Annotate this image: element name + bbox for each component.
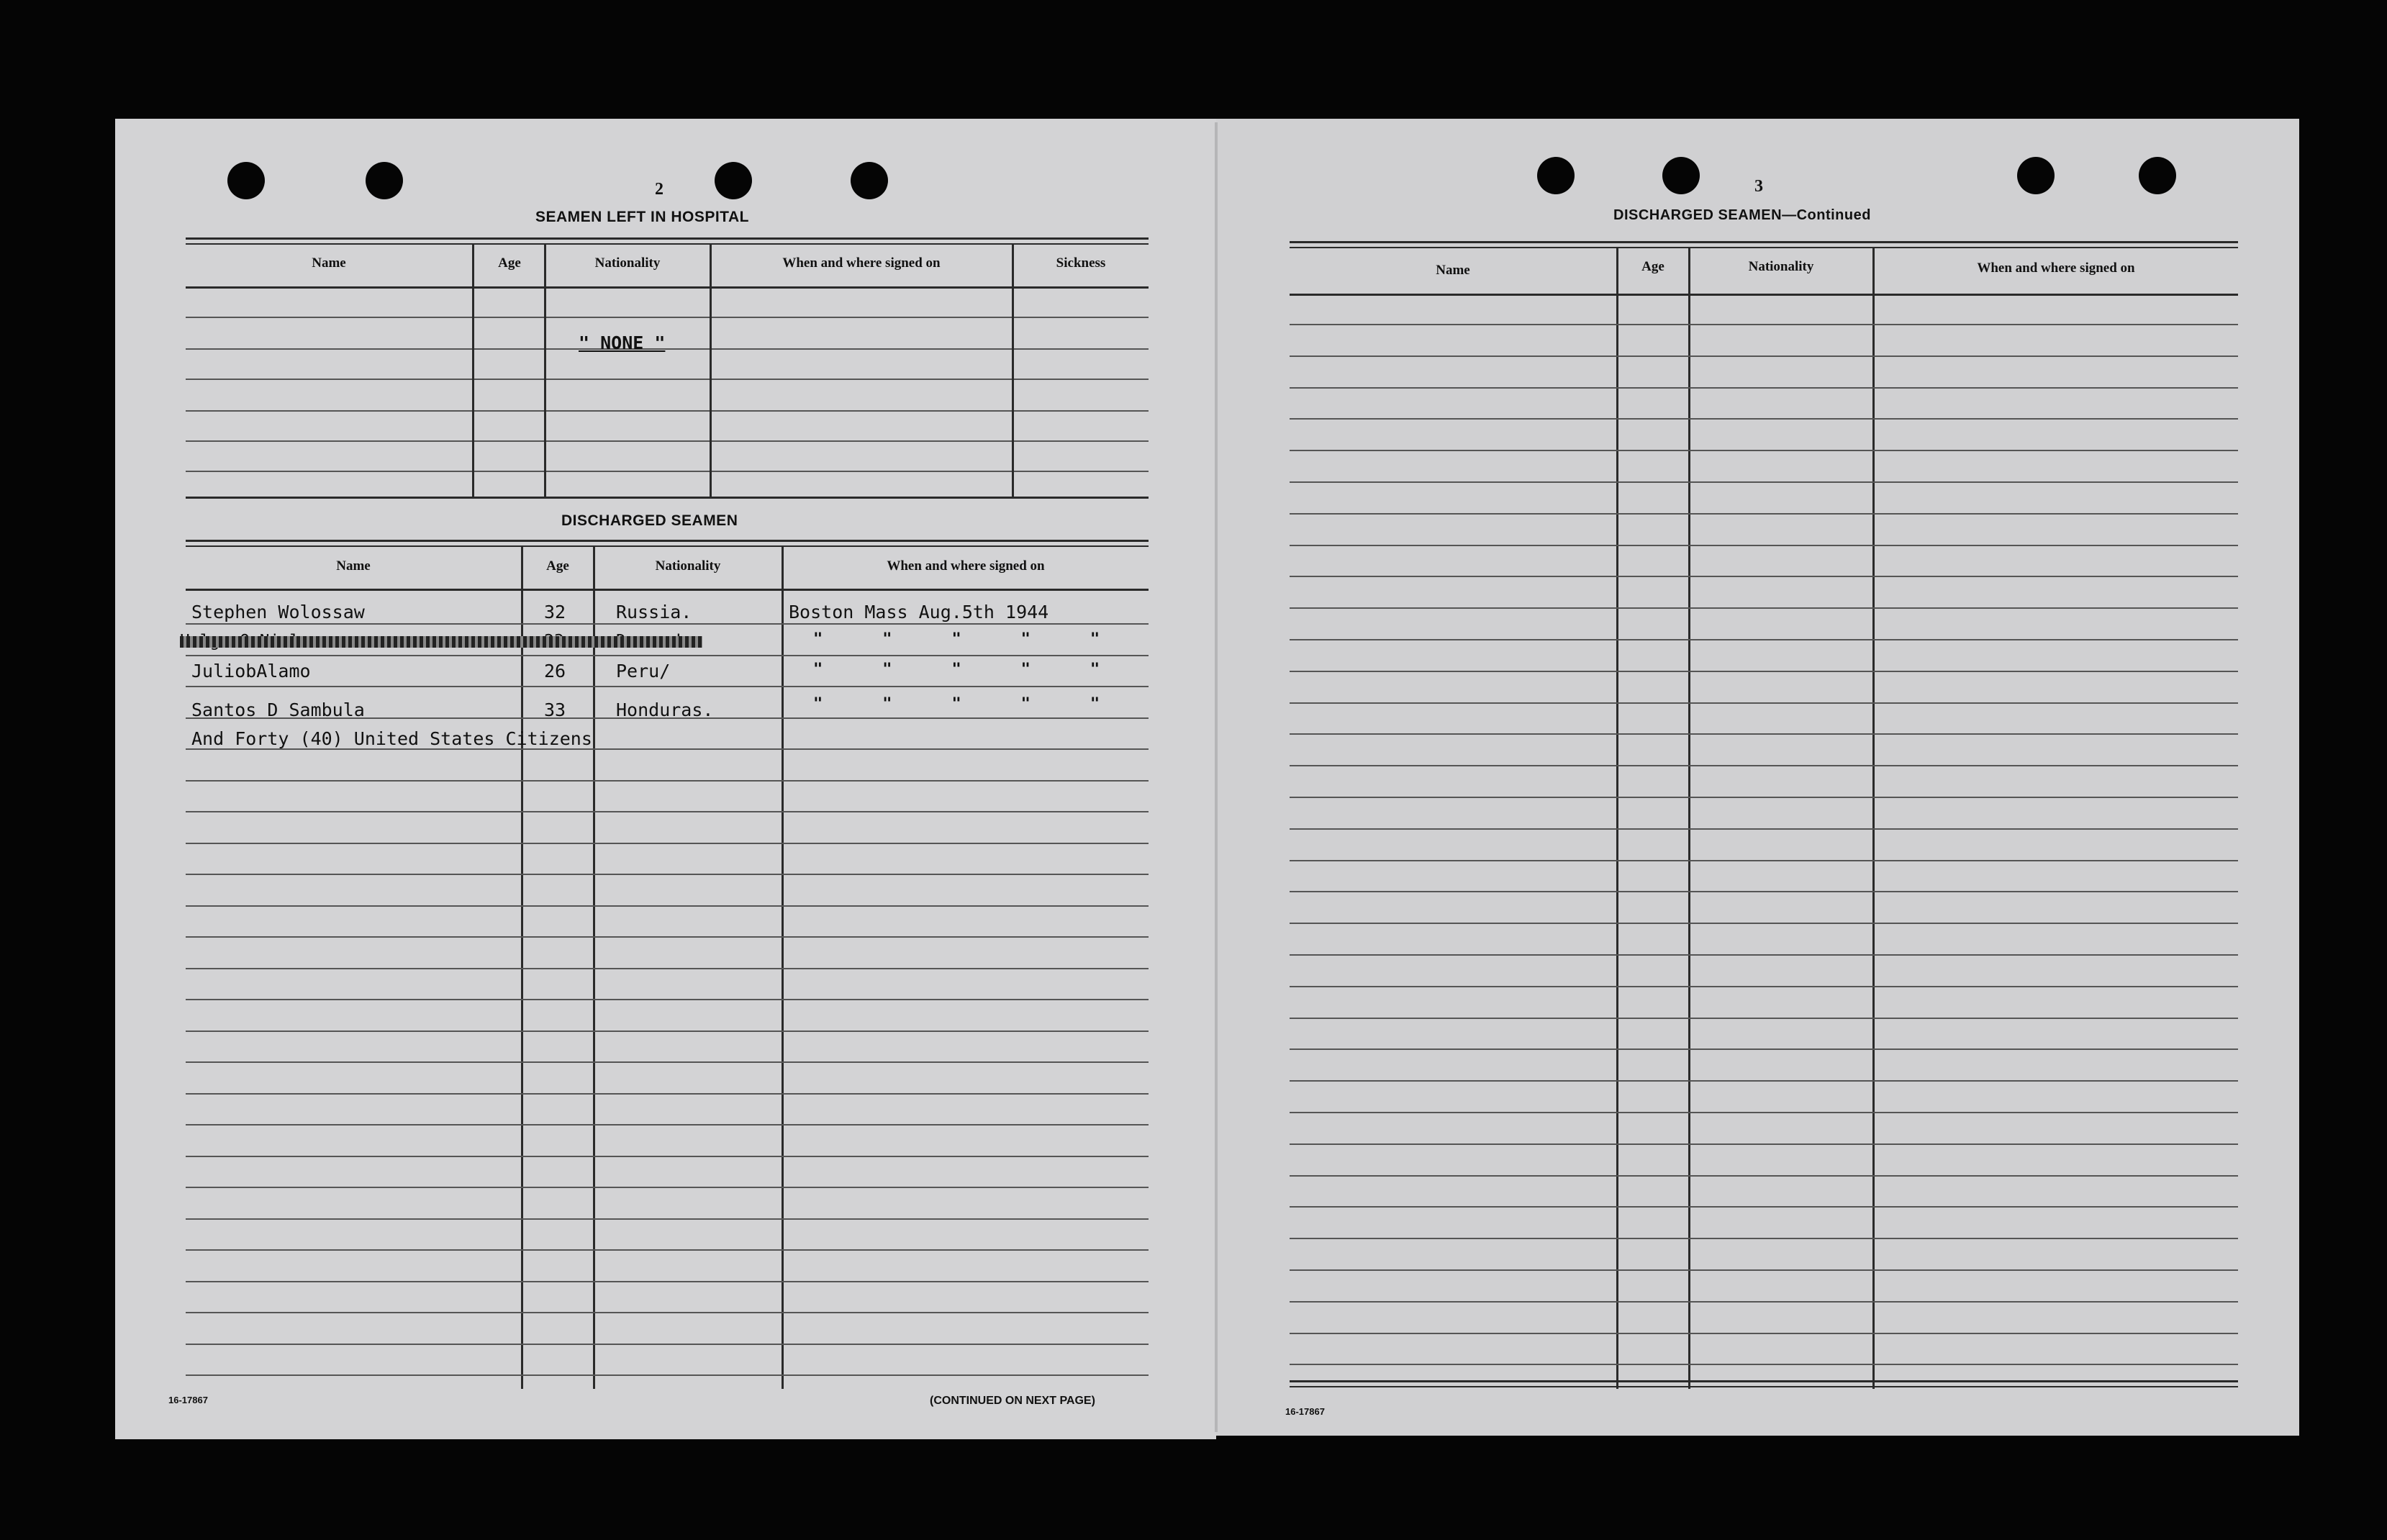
row-nationality: Peru/: [616, 661, 671, 681]
table-rule: [186, 1312, 1149, 1313]
table-rule: [1290, 1175, 2238, 1177]
hospital-section-title: SEAMEN LEFT IN HOSPITAL: [535, 209, 749, 225]
right-top-rule: [1290, 247, 2238, 248]
table-rule: [1290, 954, 2238, 956]
discharged-col-nationality: Nationality: [655, 558, 721, 574]
punch-hole: [715, 162, 752, 199]
hospital-header-rule: [186, 286, 1149, 289]
table-rule: [1290, 1018, 2238, 1019]
table-rule: [186, 843, 1149, 844]
punch-hole: [2017, 157, 2055, 194]
right-bottom-rule: [1290, 1386, 2238, 1387]
table-rule: [1290, 671, 2238, 672]
table-rule: [1290, 702, 2238, 704]
table-rule: [1290, 1333, 2238, 1334]
discharged-continued-title: DISCHARGED SEAMEN—Continued: [1613, 207, 1871, 223]
table-rule: [186, 999, 1149, 1000]
hospital-top-rule: [186, 243, 1149, 245]
right-col-name: Name: [1436, 263, 1470, 278]
row-name: Santos D Sambula: [191, 699, 365, 720]
table-rule: [1290, 639, 2238, 640]
table-rule: [186, 905, 1149, 907]
table-rule: [1290, 324, 2238, 325]
table-rule: [1290, 576, 2238, 577]
form-number: 16-17867: [1285, 1406, 1325, 1417]
table-rule: [186, 811, 1149, 812]
row-age: 26: [544, 661, 566, 681]
punch-hole: [2139, 157, 2176, 194]
table-rule: [1290, 387, 2238, 389]
right-col-nationality: Nationality: [1748, 259, 1814, 274]
table-rule: [1290, 1112, 2238, 1113]
table-rule: [1290, 450, 2238, 451]
right-header-rule: [1290, 294, 2238, 296]
table-rule: [186, 1218, 1149, 1220]
table-rule: [1290, 1143, 2238, 1145]
discharged-top-rule: [186, 545, 1149, 547]
strikethrough-mark: [180, 636, 702, 648]
hospital-col-name: Name: [312, 255, 346, 271]
row-nationality: Honduras.: [616, 699, 714, 720]
punch-hole: [851, 162, 888, 199]
table-rule: [1290, 545, 2238, 546]
col-divider: [1012, 245, 1014, 497]
discharged-col-name: Name: [336, 558, 371, 574]
hospital-col-sickness: Sickness: [1056, 255, 1106, 271]
table-rule: [1290, 607, 2238, 609]
table-rule: [1290, 1269, 2238, 1271]
table-rule: [186, 471, 1149, 472]
table-rule: [1290, 1048, 2238, 1050]
table-rule: [186, 1093, 1149, 1095]
table-rule: [1290, 923, 2238, 924]
row-signed-on: " " " " ": [813, 661, 1105, 679]
discharged-col-age: Age: [546, 558, 569, 574]
table-rule: [186, 1344, 1149, 1345]
table-rule: [186, 1281, 1149, 1282]
table-rule: [1290, 828, 2238, 830]
table-rule: [186, 1031, 1149, 1032]
hospital-none-entry: " NONE ": [579, 332, 666, 353]
row-signed-on: " " " " ": [813, 695, 1105, 713]
page-fold: [1215, 122, 1218, 1432]
table-rule: [186, 1124, 1149, 1125]
punch-hole: [1537, 157, 1575, 194]
table-rule: [1290, 860, 2238, 861]
table-rule: [1290, 733, 2238, 735]
table-rule: [186, 936, 1149, 938]
hospital-col-signed-on: When and where signed on: [782, 255, 941, 271]
table-rule: [186, 780, 1149, 782]
hospital-bottom-rule: [186, 497, 1149, 499]
table-rule: [186, 968, 1149, 969]
table-rule: [1290, 797, 2238, 798]
right-bottom-rule: [1290, 1380, 2238, 1382]
table-rule: [186, 379, 1149, 380]
table-rule: [1290, 1206, 2238, 1208]
row-age: 32: [544, 602, 566, 622]
page-number: 2: [655, 180, 663, 199]
hospital-col-age: Age: [498, 255, 521, 271]
discharged-section-title: DISCHARGED SEAMEN: [561, 512, 738, 529]
table-rule: [186, 874, 1149, 875]
table-rule: [186, 410, 1149, 412]
table-rule: [186, 686, 1149, 687]
table-rule: [186, 1249, 1149, 1251]
discharged-header-rule: [186, 589, 1149, 591]
form-number: 16-17867: [168, 1395, 208, 1405]
row-name: Stephen Wolossaw: [191, 602, 365, 622]
table-rule: [186, 1156, 1149, 1157]
hospital-col-nationality: Nationality: [594, 255, 661, 271]
discharged-col-signed-on: When and where signed on: [887, 558, 1045, 574]
citizens-note: And Forty (40) United States Citizens: [191, 728, 592, 749]
table-rule: [1290, 1080, 2238, 1082]
table-rule: [186, 440, 1149, 442]
table-rule: [186, 1187, 1149, 1188]
row-signed-on: Boston Mass Aug.5th 1944: [789, 602, 1049, 622]
col-divider: [544, 245, 546, 497]
table-rule: [1290, 1238, 2238, 1239]
right-col-signed-on: When and where signed on: [1977, 261, 2135, 276]
table-rule: [1290, 1301, 2238, 1303]
punch-hole: [227, 162, 265, 199]
row-nationality: Russia.: [616, 602, 692, 622]
continued-note: (CONTINUED ON NEXT PAGE): [930, 1395, 1095, 1407]
right-top-rule: [1290, 241, 2238, 243]
table-rule: [1290, 481, 2238, 483]
row-age: 33: [544, 699, 566, 720]
right-col-age: Age: [1641, 259, 1664, 274]
page-number: 3: [1754, 177, 1763, 196]
row-signed-on: " " " " ": [813, 630, 1105, 648]
table-rule: [186, 348, 1149, 350]
hospital-top-rule: [186, 237, 1149, 240]
punch-hole: [366, 162, 403, 199]
col-divider: [710, 245, 712, 497]
table-rule: [1290, 355, 2238, 357]
punch-hole: [1662, 157, 1700, 194]
table-rule: [1290, 418, 2238, 420]
table-rule: [186, 317, 1149, 318]
table-rule: [1290, 891, 2238, 892]
table-rule: [1290, 986, 2238, 987]
table-rule: [186, 655, 1149, 656]
discharged-top-rule: [186, 540, 1149, 542]
table-rule: [186, 1374, 1149, 1376]
col-divider: [472, 245, 474, 497]
table-rule: [186, 623, 1149, 625]
table-rule: [186, 1061, 1149, 1063]
table-rule: [1290, 513, 2238, 515]
row-name: JuliobAlamo: [191, 661, 311, 681]
table-rule: [1290, 1364, 2238, 1365]
table-rule: [1290, 765, 2238, 766]
